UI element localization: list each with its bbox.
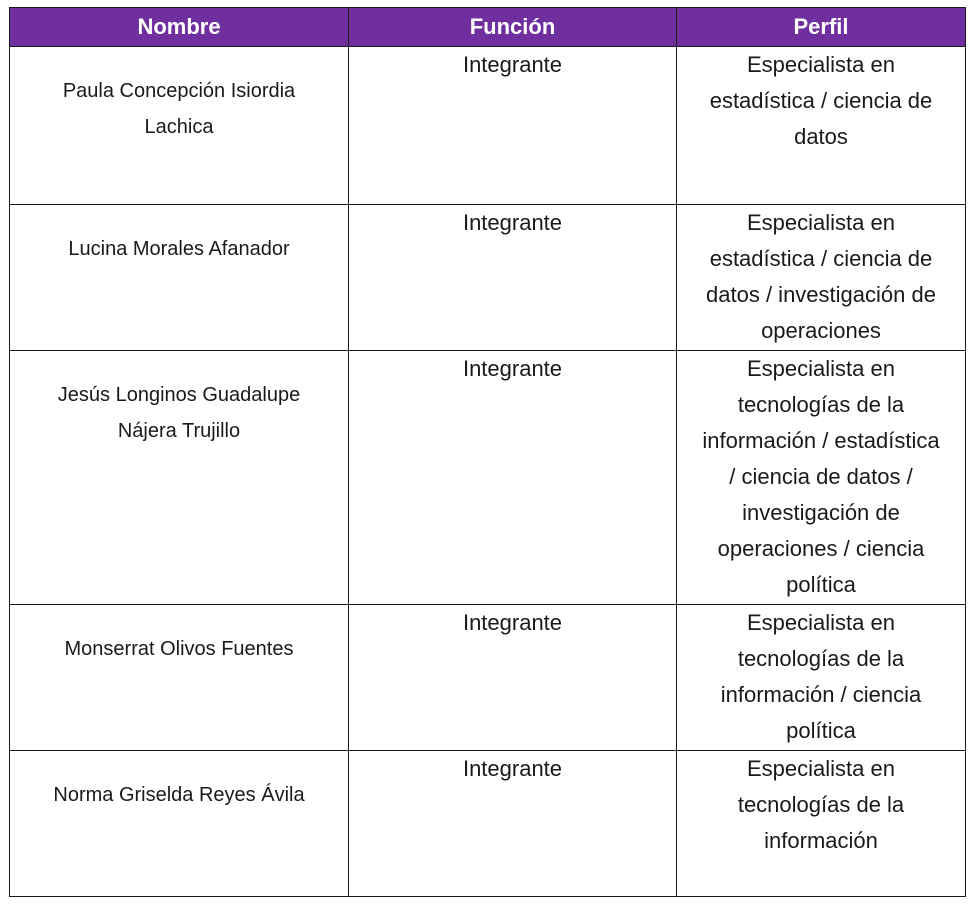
name-cell — [10, 351, 349, 605]
role-cell: Integrante — [349, 205, 677, 351]
table-row — [10, 351, 966, 605]
profile-line: política — [786, 718, 856, 743]
name-line: Paula Concepción Isiordia — [62, 80, 296, 102]
profile-line: Especialista en — [747, 52, 895, 77]
profile-line: tecnologías de la — [737, 646, 905, 671]
name-line: Monserrat Olivos Fuentes — [64, 638, 294, 660]
profile-cell — [677, 205, 966, 351]
profile-line: investigación de — [742, 500, 900, 525]
name-line: Lachica — [144, 116, 214, 138]
team-table — [9, 7, 966, 897]
header-profile: Perfil — [677, 8, 966, 47]
profile-cell — [677, 351, 966, 605]
name-line: Norma Griselda Reyes Ávila — [53, 784, 305, 806]
profile-cell — [677, 605, 966, 751]
profile-line: / ciencia de datos / — [729, 464, 913, 489]
profile-line: tecnologías de la — [737, 392, 905, 417]
profile-line: Especialista en — [747, 610, 895, 635]
header-row — [10, 8, 966, 47]
table-body — [10, 47, 966, 897]
role-cell: Integrante — [349, 605, 677, 751]
profile-line: estadística / ciencia de — [709, 246, 933, 271]
role-cell: Integrante — [349, 47, 677, 205]
profile-line: Especialista en — [747, 210, 895, 235]
name-cell — [10, 605, 349, 751]
table-row — [10, 605, 966, 751]
role-cell: Integrante — [349, 751, 677, 897]
table-header — [10, 8, 966, 47]
profile-line: información — [764, 828, 878, 853]
table-row — [10, 205, 966, 351]
profile-line: información / ciencia — [720, 682, 922, 707]
profile-line: información / estadística — [702, 428, 940, 453]
header-name: Nombre — [10, 8, 349, 47]
profile-line: Especialista en — [747, 756, 895, 781]
name-line: Lucina Morales Afanador — [68, 238, 290, 260]
profile-cell — [677, 751, 966, 897]
profile-line: Especialista en — [747, 356, 895, 381]
profile-line: datos — [794, 124, 848, 149]
profile-cell — [677, 47, 966, 205]
name-cell — [10, 47, 349, 205]
name-cell — [10, 205, 349, 351]
profile-line: operaciones — [761, 318, 881, 343]
name-cell — [10, 751, 349, 897]
profile-line: política — [786, 572, 856, 597]
profile-line: estadística / ciencia de — [709, 88, 933, 113]
profile-line: operaciones / ciencia — [717, 536, 925, 561]
profile-line: tecnologías de la — [737, 792, 905, 817]
name-line: Nájera Trujillo — [117, 420, 241, 442]
table-row — [10, 47, 966, 205]
table-row — [10, 751, 966, 897]
header-role: Función — [349, 8, 677, 47]
profile-line: datos / investigación de — [706, 282, 936, 307]
name-line: Jesús Longinos Guadalupe — [57, 384, 301, 406]
role-cell: Integrante — [349, 351, 677, 605]
